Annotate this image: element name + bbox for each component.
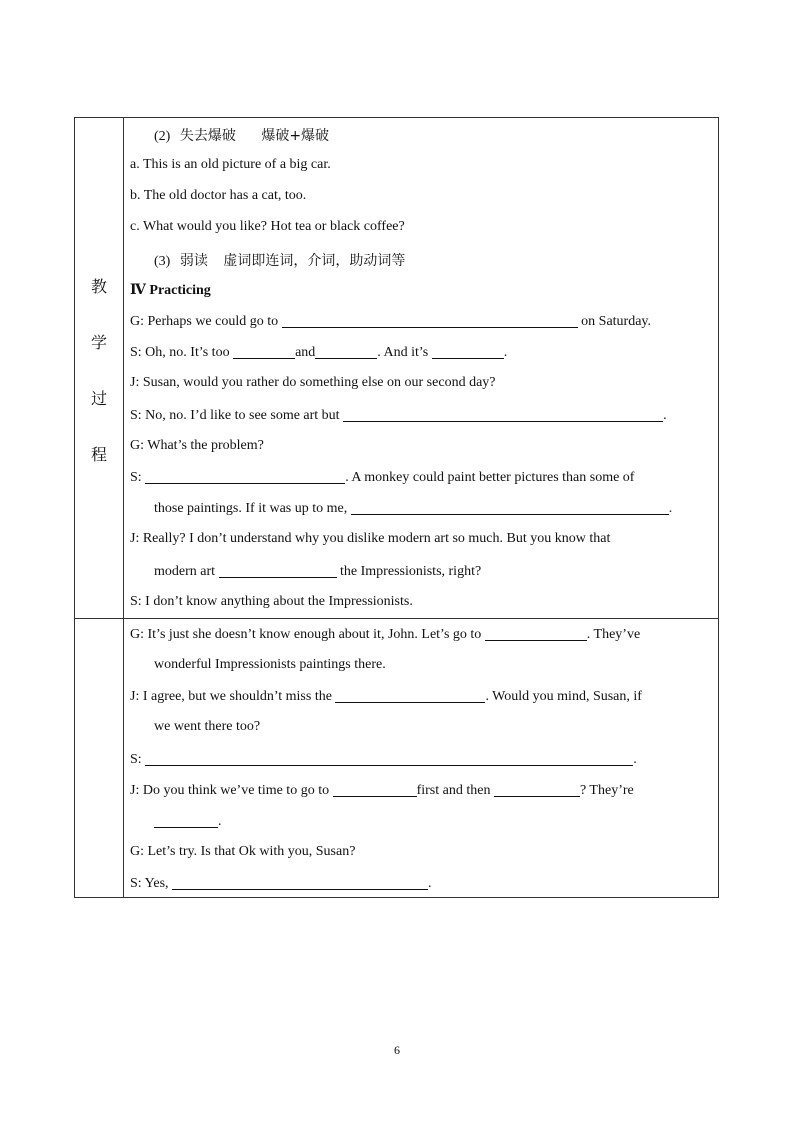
text: . bbox=[218, 814, 222, 829]
text: . They’ve bbox=[586, 627, 641, 642]
text-line: c. What would you like? Hot tea or black coffee? bbox=[130, 219, 405, 234]
item-number: (3) bbox=[154, 254, 171, 269]
text-line bbox=[130, 313, 651, 330]
text-line bbox=[130, 407, 667, 424]
text-line bbox=[154, 563, 481, 580]
section-heading bbox=[130, 282, 211, 299]
blank bbox=[333, 782, 417, 797]
side-char: 学 bbox=[90, 333, 107, 352]
text-line: G: What’s the problem? bbox=[130, 438, 264, 453]
text: . bbox=[668, 501, 673, 516]
text: first and then bbox=[416, 783, 491, 798]
text: ? They’re bbox=[579, 783, 634, 798]
blank bbox=[233, 344, 295, 359]
text: the Impressionists, right? bbox=[340, 564, 482, 579]
text: S: bbox=[130, 470, 142, 485]
blank bbox=[172, 875, 428, 890]
text: G: It’s just she doesn’t know enough about it, John. Let’s go to bbox=[130, 627, 482, 642]
side-char: 教 bbox=[90, 277, 107, 296]
blank bbox=[145, 469, 345, 484]
heading-number: Ⅳ bbox=[130, 283, 146, 298]
text: . bbox=[428, 876, 432, 891]
heading-text: Practicing bbox=[149, 283, 211, 298]
text: and bbox=[295, 345, 316, 360]
text-line bbox=[130, 782, 634, 799]
blank bbox=[351, 500, 669, 515]
text: on Saturday. bbox=[581, 314, 652, 329]
blank bbox=[145, 751, 633, 766]
text: . Would you mind, Susan, if bbox=[485, 689, 642, 704]
side-char: 程 bbox=[90, 445, 107, 464]
text-line bbox=[154, 813, 222, 830]
text-line: J: Really? I don’t understand why you dislike modern art so much. But you know that bbox=[130, 531, 611, 546]
text: . bbox=[633, 752, 637, 767]
text-line bbox=[130, 626, 640, 643]
row-divider bbox=[75, 618, 718, 619]
text-line: we went there too? bbox=[154, 719, 261, 734]
side-char: 过 bbox=[90, 389, 107, 408]
text-line bbox=[130, 688, 642, 705]
text: . bbox=[503, 345, 508, 360]
text-line bbox=[130, 469, 634, 486]
cn-text: 虚词即连词，介词，助动词等 bbox=[223, 253, 406, 269]
text: those paintings. If it was up to me, bbox=[154, 501, 348, 516]
blank bbox=[494, 782, 580, 797]
text: . bbox=[663, 408, 667, 423]
text-line bbox=[154, 500, 672, 517]
text: S: Oh, no. It’s too bbox=[130, 345, 230, 360]
text: G: Perhaps we could go to bbox=[130, 314, 279, 329]
blank bbox=[219, 563, 337, 578]
text: S: bbox=[130, 752, 142, 767]
cn-text: 失去爆破 bbox=[179, 128, 236, 144]
page-number: 6 bbox=[394, 1043, 400, 1057]
blank bbox=[315, 344, 377, 359]
blank bbox=[485, 626, 587, 641]
text-line: S: I don’t know anything about the Impressionists. bbox=[130, 594, 413, 609]
text-line: wonderful Impressionists paintings there. bbox=[154, 657, 386, 672]
text: S: Yes, bbox=[130, 876, 169, 891]
text: . And it’s bbox=[377, 345, 429, 360]
text-line bbox=[130, 875, 432, 892]
text: J: Do you think we’ve time to go to bbox=[130, 783, 330, 798]
item-number: (2) bbox=[154, 129, 171, 144]
column-divider bbox=[123, 118, 124, 897]
text: . A monkey could paint better pictures than some of bbox=[345, 470, 635, 485]
text-line bbox=[130, 751, 637, 768]
text: S: No, no. I’d like to see some art but bbox=[130, 408, 340, 423]
cn-text: 弱读 bbox=[179, 253, 208, 269]
text: modern art bbox=[154, 564, 216, 579]
text-line: J: Susan, would you rather do something else on our second day? bbox=[130, 375, 496, 390]
text-line: a. This is an old picture of a big car. bbox=[130, 157, 331, 172]
text: J: I agree, but we shouldn’t miss the bbox=[130, 689, 332, 704]
cn-text: 爆破+爆破 bbox=[261, 128, 330, 144]
text-line bbox=[130, 344, 507, 361]
blank bbox=[432, 344, 504, 359]
text-line: G: Let’s try. Is that Ok with you, Susan? bbox=[130, 844, 356, 859]
blank bbox=[343, 407, 663, 422]
blank bbox=[282, 313, 578, 328]
blank bbox=[154, 813, 218, 828]
text-line bbox=[154, 125, 329, 145]
text-line bbox=[154, 250, 405, 270]
blank bbox=[335, 688, 485, 703]
text-line: b. The old doctor has a cat, too. bbox=[130, 188, 307, 203]
